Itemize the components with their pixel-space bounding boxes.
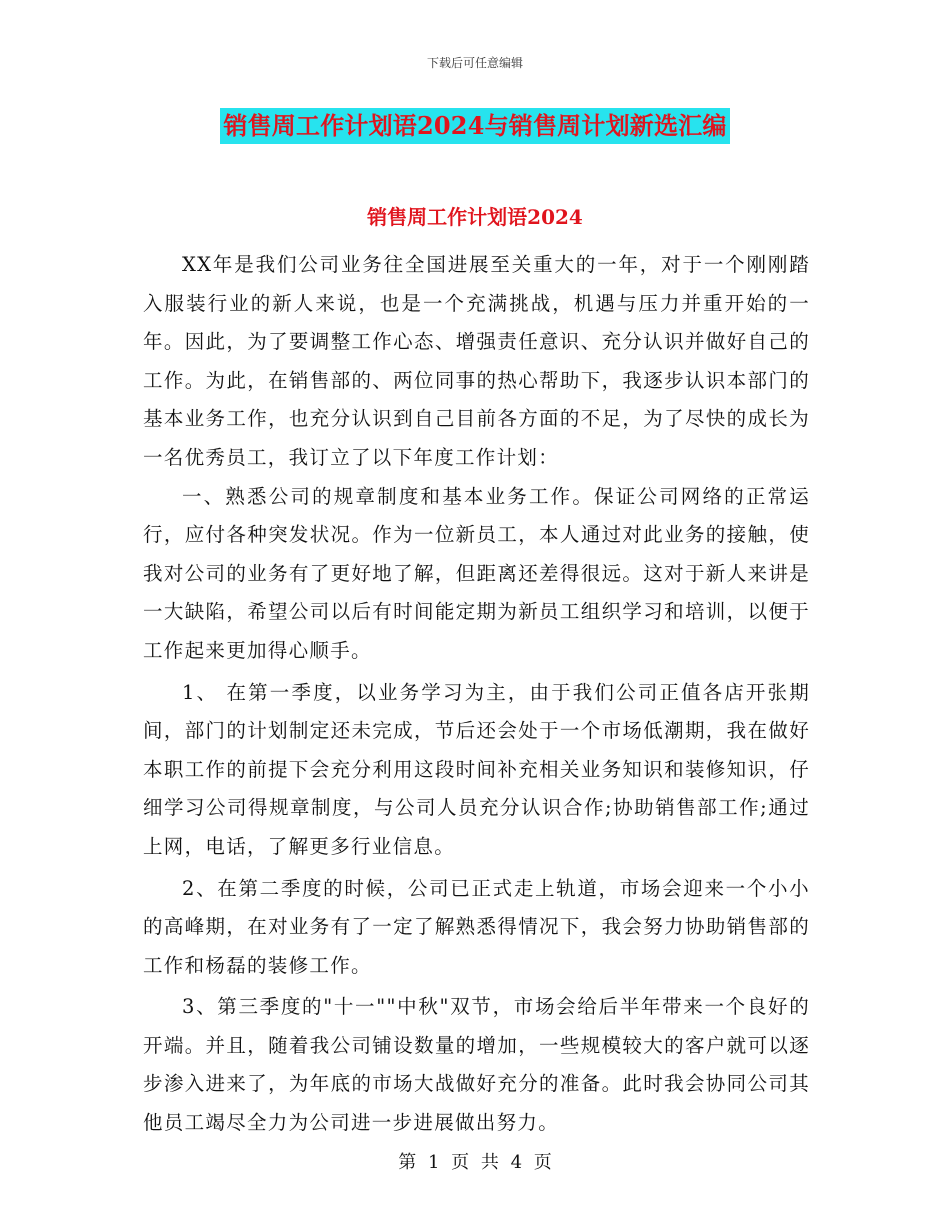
paragraph-q3: 3、第三季度的"十一""中秋"双节，市场会给后半年带来一个良好的开端。并且，随着我公司铺设数量的增加，一些规模较大的客户就可以逐步渗入进来了，为年底的市场大战做好充分的准备。此时我会协同公司其他员工竭尽全力为公司进一步进展做出努力。 xyxy=(143,995,810,1135)
paragraph-section-one: 一、熟悉公司的规章制度和基本业务工作。保证公司网络的正常运行，应付各种突发状况。作为一位新员工，本人通过对此业务的接触，使我对公司的业务有了更好地了解，但距离还差得很远。这对于新人来讲是一大缺陷，希望公司以后有时间能定期为新员工组织学习和培训，以便于工作起来更加得心顺手。 xyxy=(143,484,810,662)
page-header-note: 下载后可任意编辑 xyxy=(426,56,523,70)
page-footer: 第 1 页 共 4 页 xyxy=(398,1152,552,1173)
main-title-container xyxy=(0,108,950,144)
paragraph-q2: 2、在第二季度的时候，公司已正式走上轨道，市场会迎来一个小小的高峰期，在对业务有了一定了解熟悉得情况下，我会努力协助销售部的工作和杨磊的装修工作。 xyxy=(143,876,810,977)
paragraph-q1: 1、 在第一季度，以业务学习为主，由于我们公司正值各店开张期间，部门的计划制定还未完成，节后还会处于一个市场低潮期，我在做好本职工作的前提下会充分利用这段时间补充相关业务知识和装修知识，仔细学习公司得规章制度，与公司人员充分认识合作;协助销售部工作;通过上网，电话，了解更多行业信息。 xyxy=(143,680,810,858)
document-body xyxy=(143,246,810,1143)
section-title: 销售周工作计划语2024 xyxy=(367,205,583,229)
main-title: 销售周工作计划语2024与销售周计划新选汇编 xyxy=(220,108,729,144)
paragraph-intro: XX年是我们公司业务往全国进展至关重大的一年，对于一个刚刚踏入服装行业的新人来说，也是一个充满挑战，机遇与压力并重开始的一年。因此，为了要调整工作心态、增强责任意识、充分认识并做好自己的工作。为此，在销售部的、两位同事的热心帮助下，我逐步认识本部门的基本业务工作，也充分认识到自己目前各方面的不足，为了尽快的成长为一名优秀员工，我订立了以下年度工作计划： xyxy=(143,253,810,469)
